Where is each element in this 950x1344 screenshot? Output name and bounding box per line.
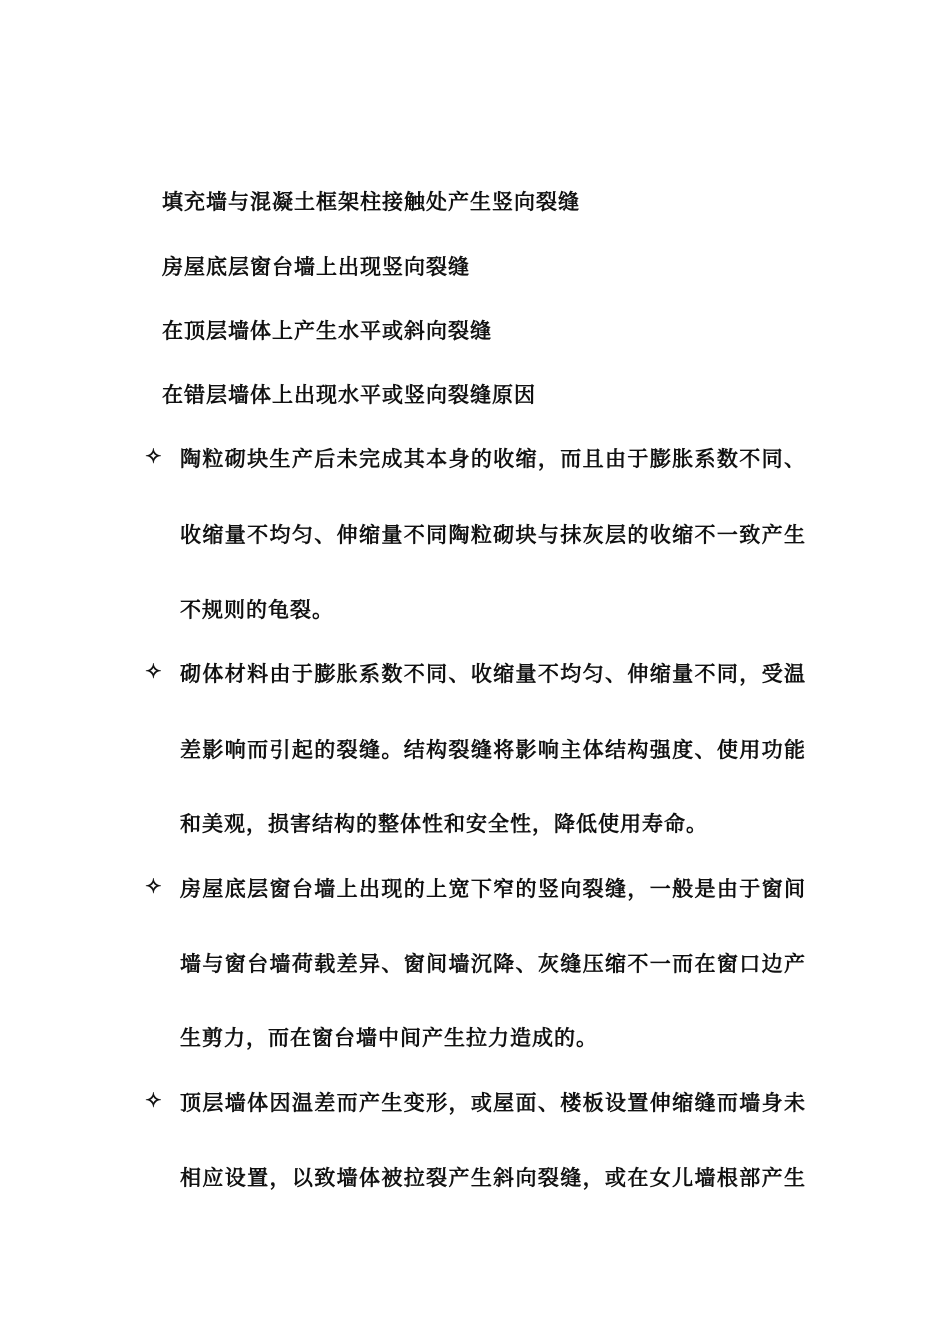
paragraph-line: 顶层墙体因温差而产生变形，或屋面、楼板设置伸缩缝而墙身未 [180, 1090, 805, 1115]
bullet-diamond-icon: ✧ [145, 1088, 162, 1112]
paragraph-line: 相应设置，以致墙体被拉裂产生斜向裂缝，或在女儿墙根部产生 [180, 1165, 805, 1190]
paragraph-line: 砌体材料由于膨胀系数不同、收缩量不均匀、伸缩量不同，受温 [180, 661, 805, 686]
heading-line: 在错层墙体上出现水平或竖向裂缝原因 [162, 382, 536, 407]
bullet-diamond-icon: ✧ [145, 874, 162, 898]
paragraph-line: 生剪力，而在窗台墙中间产生拉力造成的。 [180, 1025, 598, 1050]
heading-line: 在顶层墙体上产生水平或斜向裂缝 [162, 318, 492, 343]
bullet-diamond-icon: ✧ [145, 659, 162, 683]
heading-line: 填充墙与混凝土框架柱接触处产生竖向裂缝 [162, 189, 580, 214]
paragraph-line: 房屋底层窗台墙上出现的上宽下窄的竖向裂缝，一般是由于窗间 [180, 876, 805, 901]
paragraph-line: 陶粒砌块生产后未完成其本身的收缩，而且由于膨胀系数不同、 [180, 446, 805, 471]
paragraph-line: 差影响而引起的裂缝。结构裂缝将影响主体结构强度、使用功能 [180, 737, 805, 762]
paragraph-line: 不规则的龟裂。 [180, 597, 334, 622]
heading-line: 房屋底层窗台墙上出现竖向裂缝 [162, 254, 470, 279]
paragraph-line: 墙与窗台墙荷载差异、窗间墙沉降、灰缝压缩不一而在窗口边产 [180, 951, 805, 976]
bullet-diamond-icon: ✧ [145, 444, 162, 468]
paragraph-line: 和美观，损害结构的整体性和安全性，降低使用寿命。 [180, 811, 708, 836]
paragraph-line: 收缩量不均匀、伸缩量不同陶粒砌块与抹灰层的收缩不一致产生 [180, 522, 805, 547]
